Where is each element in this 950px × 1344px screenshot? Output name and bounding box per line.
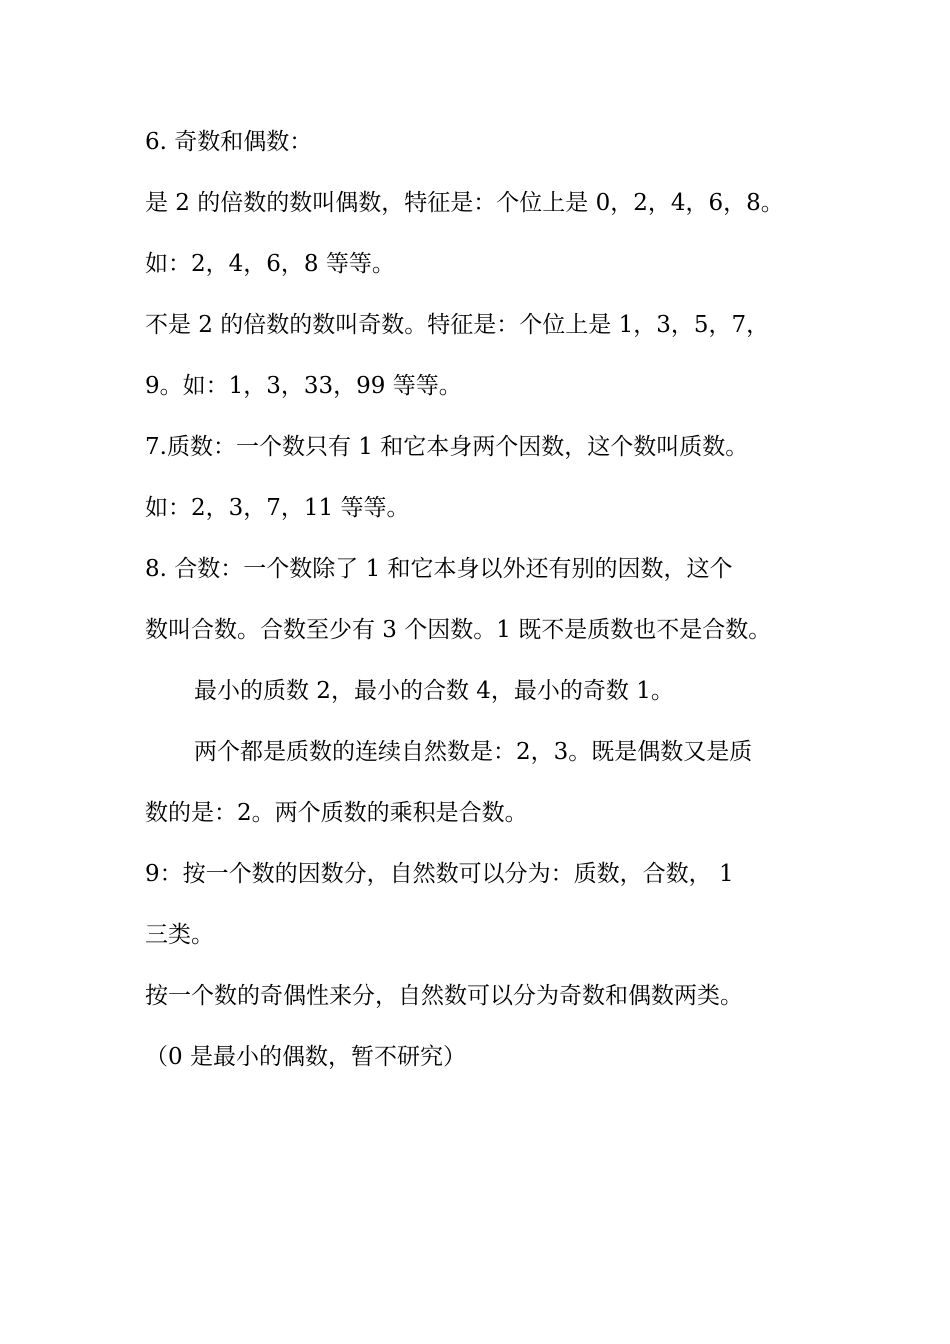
text-line: 7.质数：一个数只有 1 和它本身两个因数，这个数叫质数。: [145, 434, 749, 460]
text-line: 不是 2 的倍数的数叫奇数。特征是：个位上是 1，3，5，7，: [145, 312, 770, 338]
paragraph-odd-even-heading: [145, 112, 815, 173]
text-line: 三类。: [145, 922, 214, 948]
text-line: 数的是：2。两个质数的乘积是合数。: [145, 800, 528, 826]
paragraph-prime-definition: [145, 417, 815, 539]
text-line: 两个都是质数的连续自然数是：2，3。既是偶数又是质: [194, 739, 753, 765]
text-line: 按一个数的奇偶性来分，自然数可以分为奇数和偶数两类。: [145, 983, 743, 1009]
paragraph-composite-definition: [145, 539, 815, 661]
paragraph-even-definition: [145, 173, 815, 295]
paragraph-classify-by-factors: [145, 844, 815, 966]
paragraph-smallest-numbers: [145, 661, 815, 722]
paragraph-odd-definition: [145, 295, 815, 417]
text-line: 9：按一个数的因数分，自然数可以分为：质数，合数， 1: [145, 861, 734, 887]
text-line: 数叫合数。合数至少有 3 个因数。1 既不是质数也不是合数。: [145, 617, 772, 643]
text-line: 6. 奇数和偶数：: [145, 129, 313, 155]
paragraph-consecutive-primes: [145, 722, 815, 844]
text-line: 8. 合数：一个数除了 1 和它本身以外还有别的因数，这个: [145, 556, 733, 582]
text-line: 最小的质数 2，最小的合数 4，最小的奇数 1。: [194, 678, 674, 704]
text-line: 如：2，3，7，11 等等。: [145, 495, 410, 521]
paragraph-classify-by-parity: [145, 966, 815, 1088]
document-body: [145, 112, 815, 1088]
text-line: （0 是最小的偶数，暂不研究）: [145, 1044, 466, 1070]
text-line: 是 2 的倍数的数叫偶数，特征是：个位上是 0，2，4，6，8。: [145, 190, 784, 216]
text-line: 如：2，4，6，8 等等。: [145, 251, 395, 277]
text-line: 9。如：1，3，33，99 等等。: [145, 373, 462, 399]
